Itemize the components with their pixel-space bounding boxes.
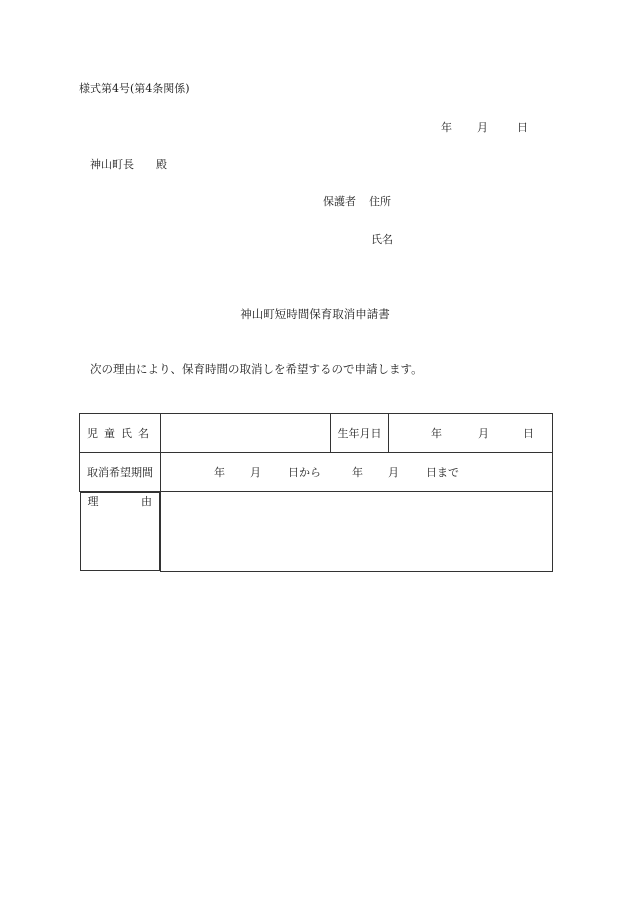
date-day-label: 日 bbox=[517, 121, 528, 134]
reason-field[interactable] bbox=[161, 492, 553, 572]
period-label: 取消希望期間 bbox=[80, 453, 161, 492]
addressee-name: 神山町長 bbox=[90, 158, 134, 171]
guardian-label: 保護者 bbox=[323, 195, 356, 208]
guardian-address-label: 住所 bbox=[369, 195, 391, 208]
form-number: 様式第4号(第4条関係) bbox=[79, 82, 190, 95]
addressee-honorific: 殿 bbox=[156, 158, 167, 171]
period-to-year: 年 bbox=[352, 466, 363, 479]
child-name-field[interactable] bbox=[161, 414, 331, 453]
period-to-day: 日まで bbox=[426, 466, 459, 479]
reason-label-part2: 由 bbox=[141, 495, 152, 508]
intro-text: 次の理由により、保育時間の取消しを希望するので申請します。 bbox=[90, 362, 423, 376]
child-name-label: 児童氏名 bbox=[80, 414, 161, 453]
period-row bbox=[80, 453, 553, 492]
child-row bbox=[80, 414, 553, 453]
guardian-address-line bbox=[323, 193, 391, 209]
period-from-year: 年 bbox=[214, 466, 225, 479]
birth-date-field[interactable] bbox=[389, 414, 553, 453]
application-table bbox=[79, 413, 553, 572]
period-to-month: 月 bbox=[388, 466, 399, 479]
birth-date-label: 生年月日 bbox=[331, 414, 389, 453]
birth-month-label: 月 bbox=[478, 427, 489, 440]
date-month-label: 月 bbox=[477, 121, 488, 134]
birth-day-label: 日 bbox=[523, 427, 534, 440]
submission-date bbox=[441, 119, 528, 135]
document-title: 神山町短時間保育取消申請書 bbox=[240, 307, 390, 321]
addressee bbox=[90, 156, 167, 172]
birth-year-label: 年 bbox=[431, 427, 442, 440]
period-from-month: 月 bbox=[250, 466, 261, 479]
date-year-label: 年 bbox=[441, 121, 452, 134]
guardian-name-label: 氏名 bbox=[371, 233, 393, 246]
reason-label bbox=[80, 492, 161, 571]
period-field[interactable] bbox=[161, 453, 553, 492]
period-from-day: 日から bbox=[288, 466, 321, 479]
reason-label-part1: 理 bbox=[87, 495, 99, 508]
reason-row bbox=[80, 492, 553, 572]
